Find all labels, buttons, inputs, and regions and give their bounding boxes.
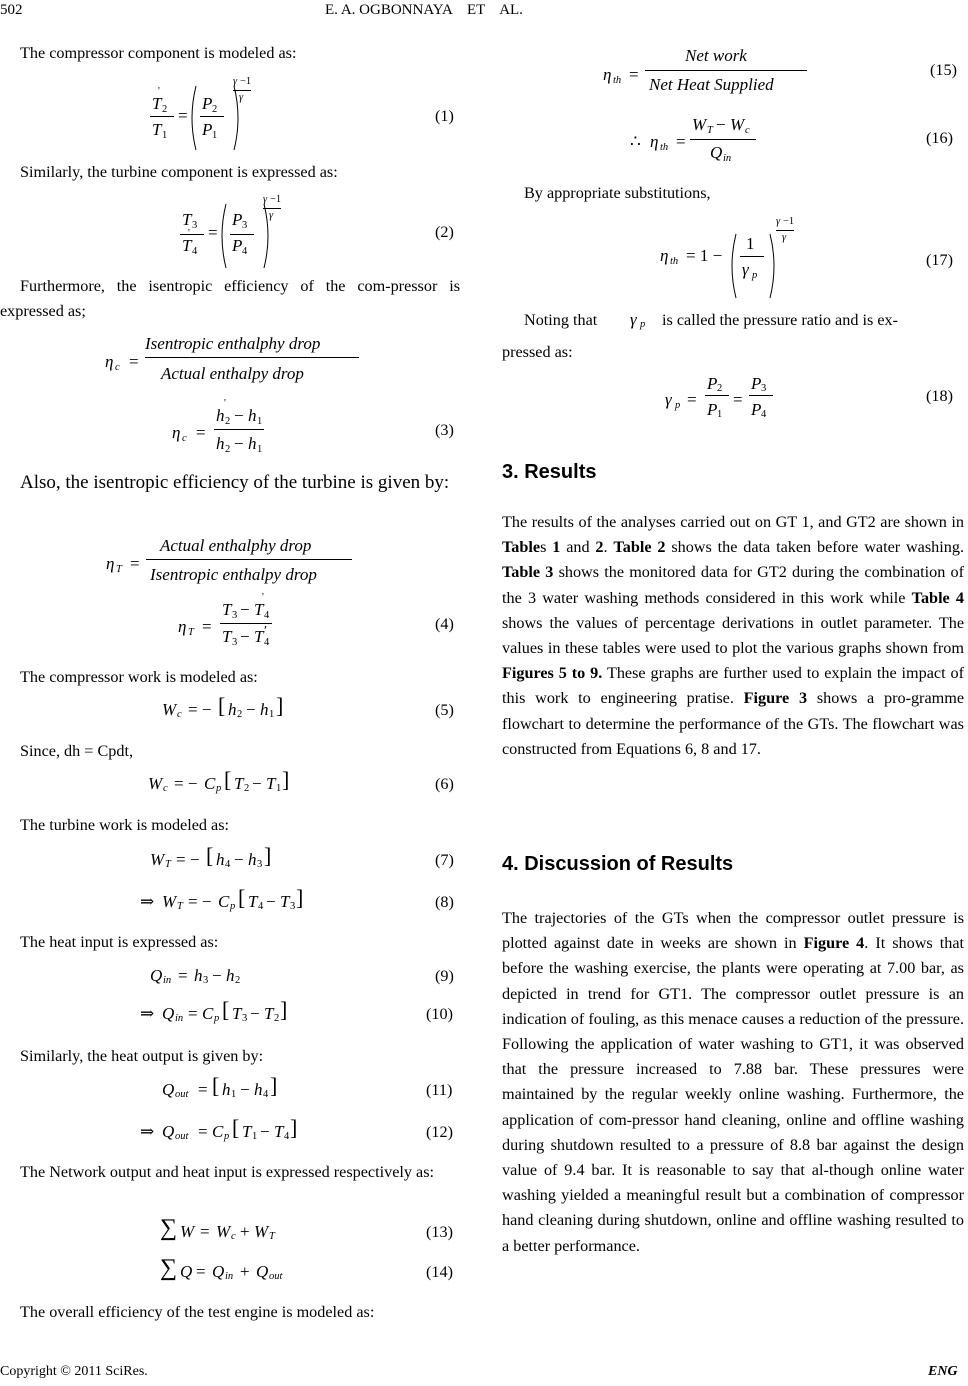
equation-number-14: (14) (426, 1263, 453, 1281)
heading-results: 3. Results (502, 461, 597, 483)
heading-discussion: 4. Discussion of Results (502, 853, 734, 875)
equation-number-11: (11) (426, 1081, 453, 1099)
paragraph-network: The Network output and heat input is expressed respectively as: (20, 1163, 435, 1181)
paragraph-discussion: The trajectories of the GTs when the compressor outlet pressure is plotted against date in weeks are shown in Figure 4. It shows that before the washing exercise, the plants were operating at 7.00 bar, as depicted in trend for GT1. The compressor outlet pressure is an indication of fouling, as this menace causes a reduction of the pressure. Following the application of water washing to GT1, it was observed that the pressure increased to 7.88 bar. These pressures were maintained by the regular weekly online washing. Furthermore, the application of com-pressor hand cleaning, online and offline washing during shutdown resulted to a pressure of 8.8 bar against the design value of 9.4 bar. It is reasonable to say that al-though online water washing yielded a meaningful result but a combination of compressor hand cleaning during shutdown, online and offline washing resulted to a better performance. (502, 909, 965, 1255)
eta-th-numerator: Net work (685, 46, 747, 65)
paragraph-substitution: By appropriate substitutions, (524, 184, 711, 202)
running-title: E. A. OGBONNAYA ET AL. (325, 2, 523, 18)
paragraph-turbine-work: The turbine work is modeled as: (20, 816, 230, 834)
footer-copyright: Copyright © 2011 SciRes. (0, 1364, 148, 1379)
paragraph-heat-input: The heat input is expressed as: (20, 933, 219, 951)
equation-number-6: (6) (435, 775, 454, 793)
eta-c-numerator: Isentropic enthalphy drop (145, 334, 321, 353)
paragraph-noting-a: Noting that (524, 311, 598, 329)
equation-number-3: (3) (435, 421, 454, 439)
equation-number-10: (10) (426, 1005, 453, 1023)
equation-number-15: (15) (930, 61, 957, 79)
footer-journal: ENG (928, 1364, 958, 1379)
paragraph-noting-c: pressed as: (502, 343, 573, 361)
var-T2p: T (152, 94, 162, 113)
paragraph-compressor-work: The compressor work is modeled as: (20, 668, 258, 686)
paragraph-turbine-model: Similarly, the turbine component is expressed as: (20, 163, 338, 181)
paragraph-since: Since, dh = Cpdt, (20, 742, 133, 760)
equation-number-16: (16) (926, 129, 953, 147)
equation-number-9: (9) (435, 967, 454, 985)
equation-number-2: (2) (435, 223, 454, 241)
equation-number-4: (4) (435, 615, 454, 633)
equation-number-18: (18) (926, 387, 953, 405)
paragraph-results: The results of the analyses carried out on GT 1, and GT2 are shown in Tables 1 and 2. Table 2 shows the data taken before water washing. Table 3 shows the monitored data for GT2 during the combination of the 3 water washing methods considered in this work while Table 4 shows the values of percentage derivations in outlet parameter. The values in these tables were used to plot the various graphs shown from Figures 5 to 9. These graphs are further used to explain the impact of this work to engineering pratise. Figure 3 shows a pro-gramme flowchart to determine the performance of the GTs. The flowchart was constructed from Equations 6, 8 and 17. (502, 513, 965, 758)
eta-t-numerator: Actual enthalphy drop (160, 536, 312, 555)
paragraph-isentropic-compressor: Furthermore, the isentropic efficiency of the com-pressor is expressed as; (0, 277, 460, 321)
var-T1: T (152, 120, 162, 139)
paragraph-heat-output: Similarly, the heat output is given by: (20, 1047, 264, 1065)
paragraph-compressor-model: The compressor component is modeled as: (20, 44, 297, 62)
equation-number-13: (13) (426, 1223, 453, 1241)
equation-number-12: (12) (426, 1123, 453, 1141)
equation-number-5: (5) (435, 701, 454, 719)
paragraph-overall-efficiency: The overall efficiency of the test engine is modeled as: (20, 1303, 375, 1321)
paragraph-isentropic-turbine: Also, the isentropic efficiency of the turbine is given by: (20, 472, 450, 493)
equation-number-8: (8) (435, 893, 454, 911)
eta-th-denominator: Net Heat Supplied (649, 75, 774, 94)
equation-number-1: (1) (435, 107, 454, 125)
paragraph-noting-b: is called the pressure ratio and is ex- (662, 311, 898, 329)
equation-number-17: (17) (926, 251, 953, 269)
page-number: 502 (0, 2, 23, 18)
eta-t-denominator: Isentropic enthalpy drop (150, 565, 317, 584)
eta-c-denominator: Actual enthalpy drop (161, 364, 304, 383)
equation-number-7: (7) (435, 851, 454, 869)
